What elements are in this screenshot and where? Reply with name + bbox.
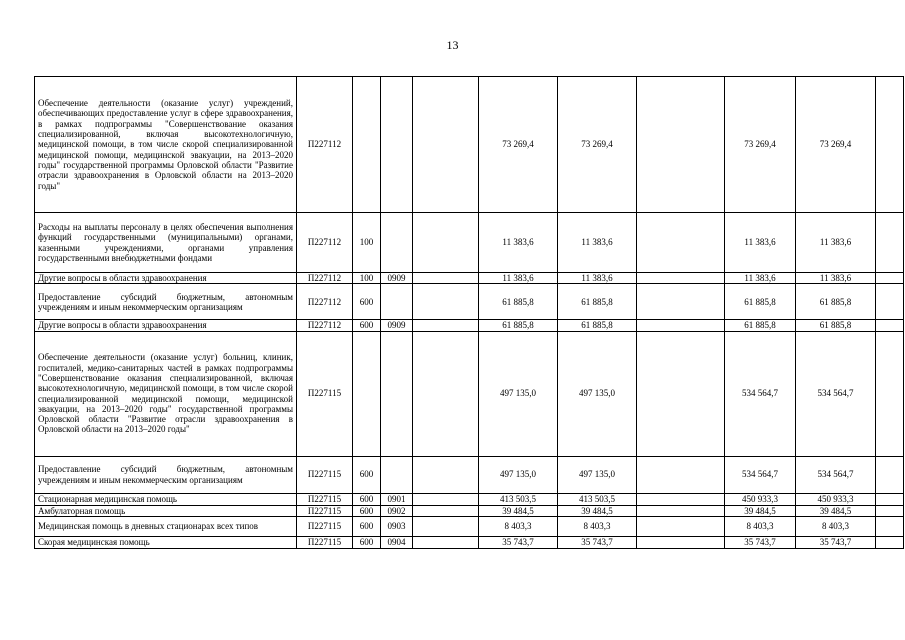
target-code-cell: П227112: [297, 284, 353, 320]
value-cell-3: [637, 273, 725, 284]
value-cell-5: 11 383,6: [796, 273, 876, 284]
value-cell-4: 8 403,3: [725, 516, 796, 536]
value-cell-2: 39 484,5: [558, 505, 637, 516]
target-code-cell: П227115: [297, 456, 353, 493]
value-cell-1: 11 383,6: [479, 213, 558, 273]
value-cell-3: [637, 331, 725, 456]
table-row: [35, 536, 904, 548]
value-cell-3: [637, 493, 725, 505]
expense-type-cell: 100: [353, 213, 381, 273]
value-cell-1: 497 135,0: [479, 331, 558, 456]
table-row: [35, 456, 904, 493]
target-code-cell: П227115: [297, 331, 353, 456]
target-code-cell: П227112: [297, 320, 353, 331]
empty-cell: [413, 505, 479, 516]
table-row: [35, 493, 904, 505]
table-row: [35, 77, 904, 213]
section-code-cell: 0909: [381, 320, 413, 331]
table-body: [35, 77, 904, 549]
value-cell-3: [637, 77, 725, 213]
value-cell-6: [876, 516, 904, 536]
value-cell-6: [876, 456, 904, 493]
section-code-cell: 0902: [381, 505, 413, 516]
empty-cell: [413, 273, 479, 284]
value-cell-6: [876, 493, 904, 505]
row-name-cell: Стационарная медицинская помощь: [35, 493, 297, 505]
target-code-cell: П227112: [297, 77, 353, 213]
table-row: [35, 213, 904, 273]
value-cell-3: [637, 284, 725, 320]
value-cell-3: [637, 516, 725, 536]
value-cell-5: 534 564,7: [796, 331, 876, 456]
value-cell-1: 73 269,4: [479, 77, 558, 213]
table-row: [35, 505, 904, 516]
expense-type-cell: 600: [353, 493, 381, 505]
empty-cell: [413, 213, 479, 273]
target-code-cell: П227112: [297, 273, 353, 284]
value-cell-1: 61 885,8: [479, 284, 558, 320]
value-cell-6: [876, 331, 904, 456]
value-cell-3: [637, 320, 725, 331]
value-cell-5: 534 564,7: [796, 456, 876, 493]
value-cell-2: 11 383,6: [558, 273, 637, 284]
target-code-cell: П227115: [297, 505, 353, 516]
value-cell-4: 61 885,8: [725, 284, 796, 320]
value-cell-5: 61 885,8: [796, 284, 876, 320]
empty-cell: [413, 331, 479, 456]
row-name-cell: Другие вопросы в области здравоохранения: [35, 320, 297, 331]
value-cell-5: 11 383,6: [796, 213, 876, 273]
value-cell-2: 61 885,8: [558, 320, 637, 331]
table-row: [35, 331, 904, 456]
empty-cell: [413, 493, 479, 505]
value-cell-2: 497 135,0: [558, 456, 637, 493]
target-code-cell: П227112: [297, 213, 353, 273]
value-cell-4: 11 383,6: [725, 273, 796, 284]
value-cell-2: 73 269,4: [558, 77, 637, 213]
value-cell-1: 11 383,6: [479, 273, 558, 284]
empty-cell: [413, 77, 479, 213]
value-cell-5: 8 403,3: [796, 516, 876, 536]
value-cell-4: 534 564,7: [725, 456, 796, 493]
value-cell-4: 35 743,7: [725, 536, 796, 548]
row-name-cell: Обеспечение деятельности (оказание услуг) учреждений, обеспечивающих предоставление услуг в сфере здравоохранения, в рамках подпрограммы "Совершенствование оказания специализированной, включая высокотехнологичную, медицинской помощи, в том числе скорой специализированной медицинской помощи, медицинской эвакуации, на 2013–2020 годы" государственной программы Орловской области "Развитие отрасли здравоохранения в Орловской области на 2013–2020 годы": [35, 77, 297, 213]
row-name-cell: Расходы на выплаты персоналу в целях обеспечения выполнения функций государственными (муниципальными) органами, казенными учреждениями, органами управления государственными внебюджетными фондами: [35, 213, 297, 273]
value-cell-2: 35 743,7: [558, 536, 637, 548]
row-name-cell: Обеспечение деятельности (оказание услуг) больниц, клиник, госпиталей, медико-санитарных частей в рамках подпрограммы "Совершенствование оказания специализированной, включая высокотехнологичную, медицинской помощи, в том числе скорой специализированной медицинской помощи, медицинской эвакуации, на 2013–2020 годы" государственной программы Орловской области "Развитие отрасли здравоохранения в Орловской области на 2013–2020 годы": [35, 331, 297, 456]
value-cell-5: 73 269,4: [796, 77, 876, 213]
section-code-cell: [381, 331, 413, 456]
empty-cell: [413, 284, 479, 320]
row-name-cell: Скорая медицинская помощь: [35, 536, 297, 548]
value-cell-4: 534 564,7: [725, 331, 796, 456]
expense-type-cell: 100: [353, 273, 381, 284]
value-cell-5: 39 484,5: [796, 505, 876, 516]
value-cell-1: 61 885,8: [479, 320, 558, 331]
value-cell-3: [637, 456, 725, 493]
value-cell-4: 39 484,5: [725, 505, 796, 516]
table-row: [35, 273, 904, 284]
value-cell-5: 450 933,3: [796, 493, 876, 505]
section-code-cell: 0904: [381, 536, 413, 548]
empty-cell: [413, 516, 479, 536]
section-code-cell: [381, 213, 413, 273]
section-code-cell: 0909: [381, 273, 413, 284]
value-cell-1: 413 503,5: [479, 493, 558, 505]
value-cell-6: [876, 273, 904, 284]
expense-type-cell: 600: [353, 505, 381, 516]
target-code-cell: П227115: [297, 493, 353, 505]
empty-cell: [413, 320, 479, 331]
value-cell-1: 497 135,0: [479, 456, 558, 493]
value-cell-4: 61 885,8: [725, 320, 796, 331]
value-cell-1: 35 743,7: [479, 536, 558, 548]
expense-type-cell: 600: [353, 536, 381, 548]
section-code-cell: 0903: [381, 516, 413, 536]
expense-type-cell: [353, 331, 381, 456]
value-cell-6: [876, 77, 904, 213]
value-cell-1: 8 403,3: [479, 516, 558, 536]
section-code-cell: 0901: [381, 493, 413, 505]
value-cell-4: 11 383,6: [725, 213, 796, 273]
value-cell-4: 450 933,3: [725, 493, 796, 505]
empty-cell: [413, 536, 479, 548]
row-name-cell: Другие вопросы в области здравоохранения: [35, 273, 297, 284]
table-row: [35, 516, 904, 536]
row-name-cell: Предоставление субсидий бюджетным, автономным учреждениям и иным некоммерческим организациям: [35, 284, 297, 320]
table-row: [35, 320, 904, 331]
table-row: [35, 284, 904, 320]
row-name-cell: Предоставление субсидий бюджетным, автономным учреждениям и иным некоммерческим организациям: [35, 456, 297, 493]
value-cell-3: [637, 213, 725, 273]
expense-type-cell: 600: [353, 320, 381, 331]
value-cell-3: [637, 505, 725, 516]
row-name-cell: Медицинская помощь в дневных стационарах всех типов: [35, 516, 297, 536]
section-code-cell: [381, 456, 413, 493]
budget-table: [34, 76, 904, 549]
target-code-cell: П227115: [297, 516, 353, 536]
expense-type-cell: 600: [353, 516, 381, 536]
value-cell-2: 8 403,3: [558, 516, 637, 536]
value-cell-4: 73 269,4: [725, 77, 796, 213]
value-cell-3: [637, 536, 725, 548]
expense-type-cell: 600: [353, 456, 381, 493]
value-cell-5: 35 743,7: [796, 536, 876, 548]
value-cell-6: [876, 320, 904, 331]
value-cell-2: 61 885,8: [558, 284, 637, 320]
row-name-cell: Амбулаторная помощь: [35, 505, 297, 516]
section-code-cell: [381, 284, 413, 320]
value-cell-2: 413 503,5: [558, 493, 637, 505]
page-number: 13: [446, 38, 459, 52]
expense-type-cell: [353, 77, 381, 213]
section-code-cell: [381, 77, 413, 213]
value-cell-6: [876, 213, 904, 273]
value-cell-2: 11 383,6: [558, 213, 637, 273]
value-cell-6: [876, 505, 904, 516]
expense-type-cell: 600: [353, 284, 381, 320]
value-cell-6: [876, 284, 904, 320]
empty-cell: [413, 456, 479, 493]
target-code-cell: П227115: [297, 536, 353, 548]
value-cell-5: 61 885,8: [796, 320, 876, 331]
value-cell-2: 497 135,0: [558, 331, 637, 456]
value-cell-1: 39 484,5: [479, 505, 558, 516]
value-cell-6: [876, 536, 904, 548]
